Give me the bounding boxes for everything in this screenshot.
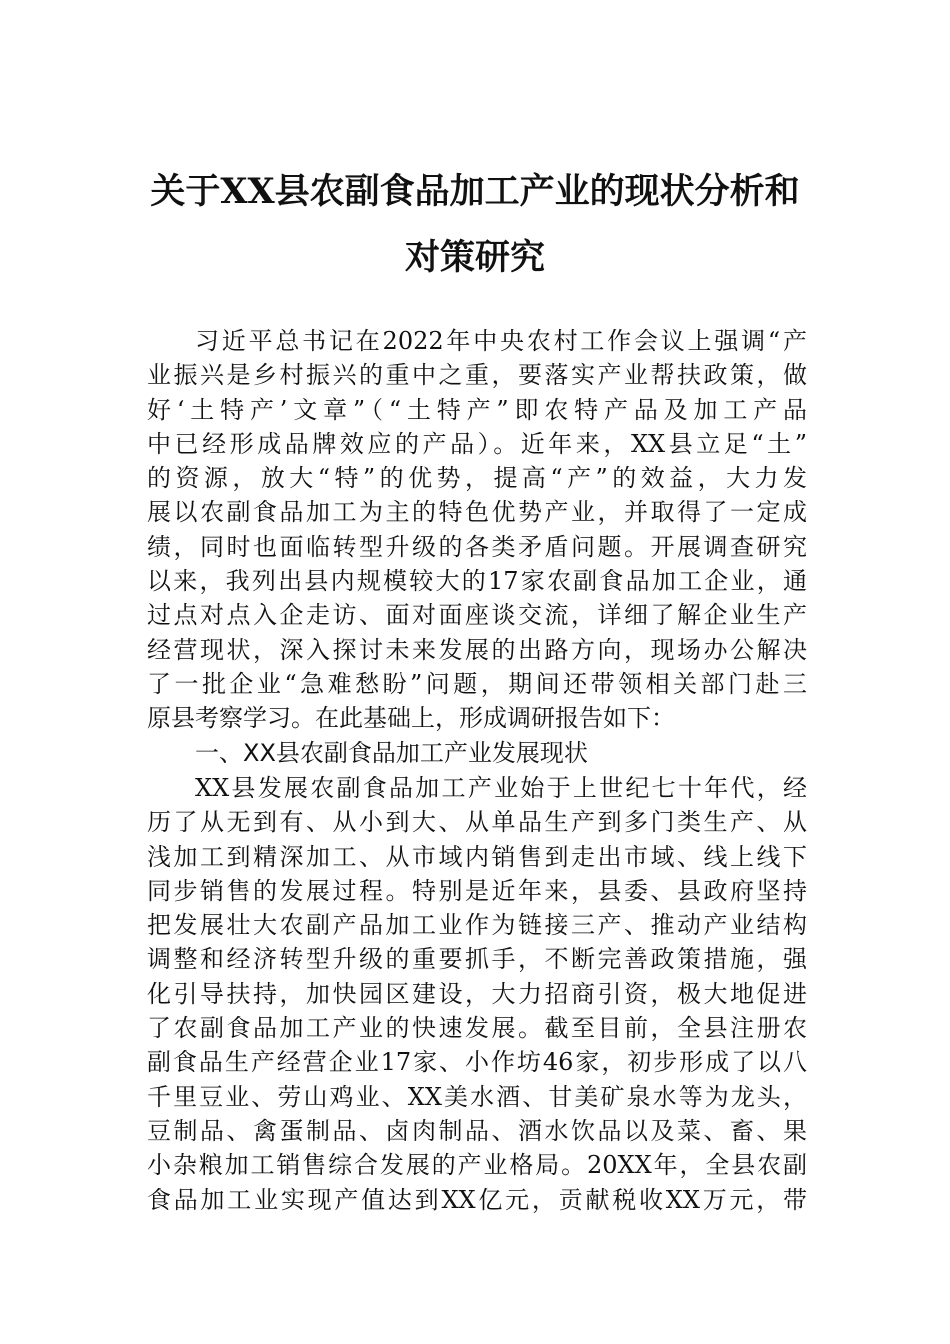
paragraph-line: 的资源，放大“特”的优势，提高“产”的效益，大力发	[147, 464, 807, 493]
paragraph-line: 经营现状，深入探讨未来发展的出路方向，现场办公解决	[147, 635, 807, 664]
paragraph-line: 以来，我列出县内规模较大的17家农副食品加工企业，通	[147, 567, 807, 596]
paragraph-line: 了农副食品加工产业的快速发展。截至目前，全县注册农	[147, 1014, 807, 1043]
paragraph-line: 同步销售的发展过程。特别是近年来，县委、县政府坚持	[147, 876, 807, 905]
document-title-line-1: 关于XX县农副食品加工产业的现状分析和	[150, 171, 800, 212]
paragraph-line: 展以农副食品加工为主的特色优势产业，并取得了一定成	[147, 498, 807, 527]
paragraph-line: 了一批企业“急难愁盼”问题，期间还带领相关部门赴三	[147, 669, 807, 698]
intro-paragraph	[147, 324, 807, 736]
paragraph-line: 绩，同时也面临转型升级的各类矛盾问题。开展调查研究	[147, 532, 807, 561]
paragraph-line: 副食品生产经营企业17家、小作坊46家，初步形成了以八	[147, 1048, 807, 1077]
paragraph-line: 业振兴是乡村振兴的重中之重，要落实产业帮扶政策，做	[147, 361, 807, 390]
paragraph-line: 原县考察学习。在此基础上，形成调研报告如下：	[147, 704, 675, 733]
paragraph-line: 历了从无到有、从小到大、从单品生产到多门类生产、从	[147, 808, 807, 837]
section-heading: 一、XX县农副食品加工产业发展现状	[195, 739, 588, 767]
paragraph-line: 浅加工到精深加工、从市域内销售到走出市域、线上线下	[147, 842, 807, 871]
paragraph-line: 豆制品、禽蛋制品、卤肉制品、酒水饮品以及菜、畜、果	[147, 1116, 807, 1145]
paragraph-line: 食品加工业实现产值达到XX亿元，贡献税收XX万元，带	[147, 1185, 807, 1214]
paragraph-line: 调整和经济转型升级的重要抓手，不断完善政策措施，强	[147, 945, 807, 974]
paragraph-line: 千里豆业、劳山鸡业、XX美水酒、甘美矿泉水等为龙头，	[147, 1082, 807, 1111]
paragraph-line: 把发展壮大农副产品加工业作为链接三产、推动产业结构	[147, 911, 807, 940]
paragraph-line: XX县发展农副食品加工产业始于上世纪七十年代，经	[195, 774, 807, 802]
paragraph-line: 过点对点入企走访、面对面座谈交流，详细了解企业生产	[147, 601, 807, 630]
paragraph-line: 中已经形成品牌效应的产品）。近年来，XX县立足“土”	[147, 429, 807, 458]
document-title-line-2: 对策研究	[404, 237, 545, 278]
paragraph-line: 习近平总书记在2022年中央农村工作会议上强调“产	[195, 327, 807, 355]
paragraph-line: 化引导扶持，加快园区建设，大力招商引资，极大地促进	[147, 979, 807, 1008]
paragraph-line: 好‘土特产’文章”（“土特产”即农特产品及加工产品	[147, 395, 807, 424]
paragraph-line: 小杂粮加工销售综合发展的产业格局。20XX年，全县农副	[147, 1151, 807, 1180]
section1-paragraph	[147, 771, 807, 1217]
